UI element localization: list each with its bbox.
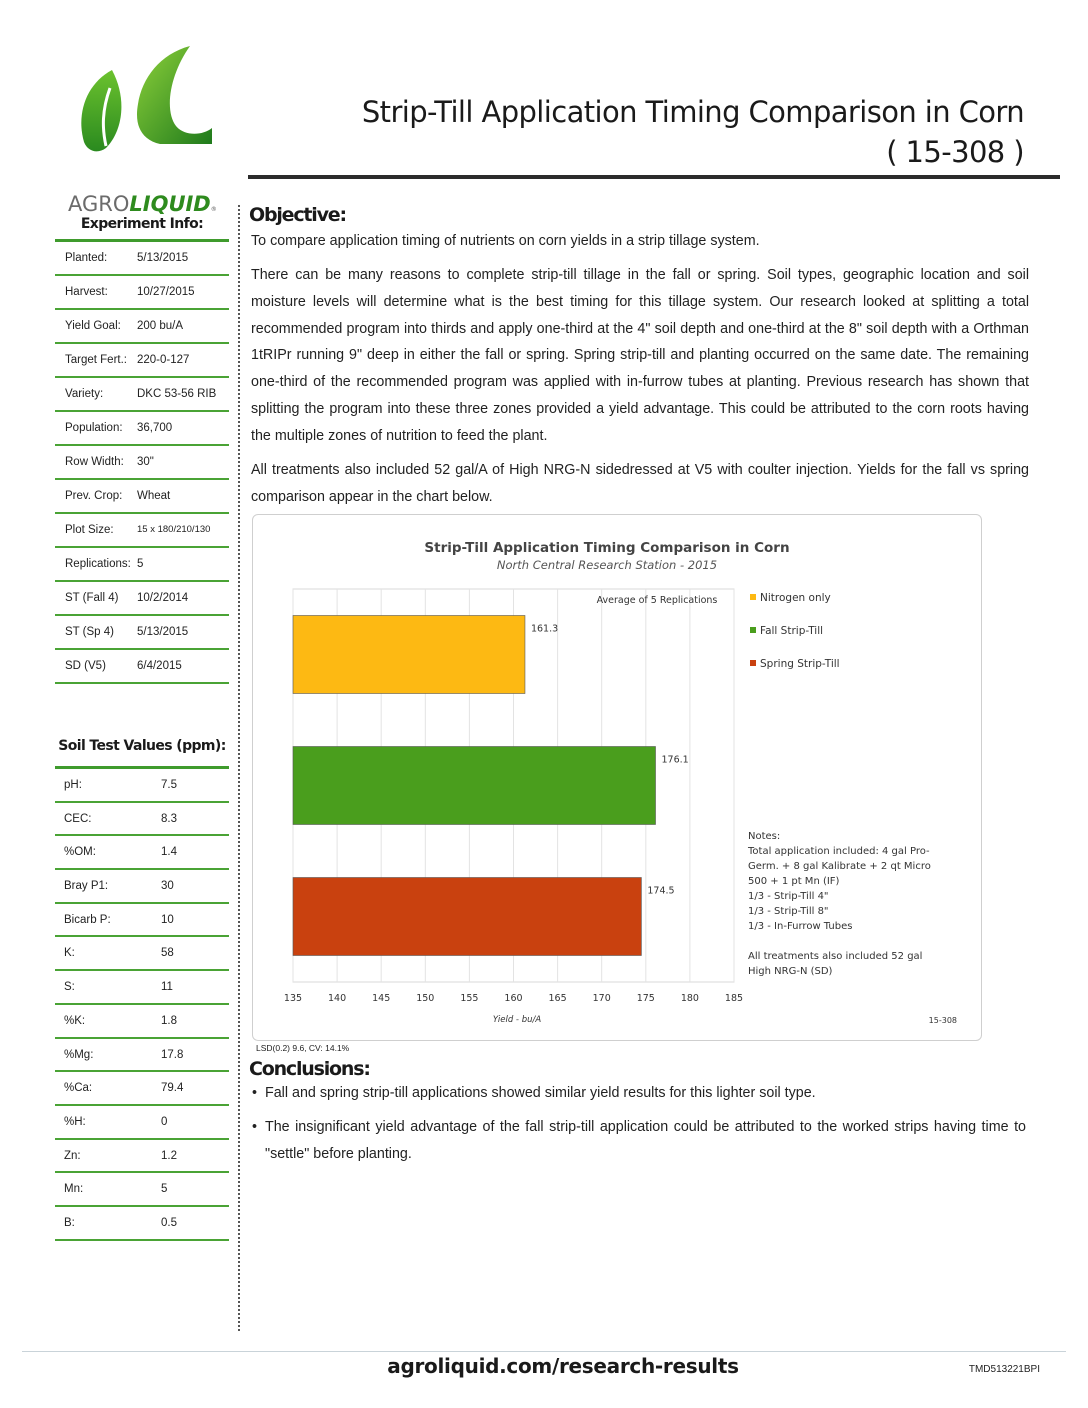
objective-paragraph-3: All treatments also included 52 gal/A of High NRG-N sidedressed at V5 with coulter injection. Yields for the fall vs spring comparison appear in the chart below. xyxy=(251,462,1029,505)
info-label: Planted: xyxy=(65,252,108,264)
info-row xyxy=(55,310,229,344)
info-value: 0.5 xyxy=(161,1216,177,1229)
info-label: ST (Fall 4) xyxy=(65,592,119,604)
chart-code: 15-308 xyxy=(928,1016,957,1025)
page-title xyxy=(284,92,1024,172)
bullet-icon: • xyxy=(252,1085,258,1101)
info-row xyxy=(55,1039,229,1073)
yield-chart xyxy=(252,514,982,1041)
info-row xyxy=(55,803,229,837)
legend-swatch xyxy=(750,594,756,600)
info-value: 10/2/2014 xyxy=(137,592,189,604)
info-value: DKC 53-56 RIB xyxy=(137,388,217,400)
conclusion-item-1 xyxy=(252,1080,1026,1107)
info-value: Wheat xyxy=(137,490,171,502)
footer-doc-code: TMD513221BPI xyxy=(968,1364,1040,1375)
conclusion-item-2 xyxy=(252,1114,1026,1168)
chart-bar-label: 176.1 xyxy=(661,754,689,766)
chart-bar xyxy=(293,616,525,694)
objective-paragraph-1: To compare application timing of nutrients on corn yields in a strip tillage system. xyxy=(251,233,760,249)
info-label: Bray P1: xyxy=(64,880,109,893)
info-value: 5/13/2015 xyxy=(137,252,189,264)
legend-swatch xyxy=(750,660,756,666)
info-value: 17.8 xyxy=(161,1048,184,1061)
info-label: SD (V5) xyxy=(65,660,106,672)
info-row xyxy=(55,242,229,276)
info-value: 7.5 xyxy=(161,779,177,791)
info-label: Harvest: xyxy=(65,286,108,298)
bullet-icon: • xyxy=(252,1119,258,1135)
info-value: 8.3 xyxy=(161,812,177,825)
info-value: 15 x 180/210/130 xyxy=(137,524,211,535)
chart-note-line: Notes: xyxy=(748,831,781,842)
soil-test-panel xyxy=(55,726,229,1241)
info-value: 5 xyxy=(161,1183,168,1196)
info-label: Population: xyxy=(65,422,123,434)
info-row xyxy=(55,480,229,514)
info-label: %Mg: xyxy=(64,1048,94,1061)
info-row xyxy=(55,344,229,378)
column-divider xyxy=(238,205,240,1331)
info-label: Row Width: xyxy=(65,456,124,468)
info-label: Replications: xyxy=(65,558,131,570)
info-label: K: xyxy=(64,947,75,960)
chart-note-line: 1/3 - In-Furrow Tubes xyxy=(748,921,853,932)
chart-note-line: 1/3 - Strip-Till 4" xyxy=(748,891,829,902)
info-value: 30 xyxy=(161,880,174,893)
info-row xyxy=(55,1005,229,1039)
info-row xyxy=(55,904,229,938)
info-row xyxy=(55,937,229,971)
agroliquid-logo xyxy=(62,44,222,216)
info-row xyxy=(55,870,229,904)
info-row xyxy=(55,412,229,446)
chart-note-line: 500 + 1 pt Mn (IF) xyxy=(748,876,840,887)
info-label: %OM: xyxy=(64,846,96,859)
info-value: 10/27/2015 xyxy=(137,286,195,298)
chart-x-tick-label: 140 xyxy=(328,993,347,1004)
info-label: Mn: xyxy=(64,1183,84,1196)
info-label: pH: xyxy=(64,779,82,791)
info-value: 5/13/2015 xyxy=(137,626,189,638)
info-row xyxy=(55,836,229,870)
info-label: Bicarb P: xyxy=(64,913,111,926)
chart-x-tick-label: 165 xyxy=(548,993,567,1004)
info-value: 30" xyxy=(137,456,154,468)
brand-mark: ® xyxy=(210,206,217,213)
info-value: 58 xyxy=(161,947,174,960)
info-value: 6/4/2015 xyxy=(137,660,182,672)
info-value: 1.8 xyxy=(161,1014,177,1027)
info-label: %K: xyxy=(64,1014,86,1027)
chart-x-tick-label: 180 xyxy=(680,993,699,1004)
legend-swatch xyxy=(750,627,756,633)
info-row xyxy=(55,650,229,684)
info-row xyxy=(55,971,229,1005)
chart-x-tick-label: 175 xyxy=(636,993,655,1004)
chart-title: Strip-Till Application Timing Comparison in Corn xyxy=(424,540,790,556)
info-label: Plot Size: xyxy=(65,524,114,536)
yield-chart-svg xyxy=(253,515,983,1042)
chart-note-line: Germ. + 8 gal Kalibrate + 2 qt Micro xyxy=(748,861,931,872)
objective-paragraph-2: There can be many reasons to complete strip-till tillage in the fall or spring. Soil types, geographic location and soil moisture levels will determine what is the best timing for this tillage system. Our research looked at splitting a total recommended program into thirds and apply one-third at the 4" soil depth and one-third at the 8" soil depth with a Orthman 1tRIPr running 9" deep in either the fall or spring. Spring strip-till and planting occurred on the same date. The remaining one-third of the recommended program was applied with in-furrow tubes at planting. Previous research has shown that splitting the program into these three zones provided a yield advantage. This could be attributed to the corn roots having the multiple zones of nutrition to feed the plant. xyxy=(251,267,1029,444)
info-row xyxy=(55,769,229,803)
info-row xyxy=(55,1140,229,1174)
info-label: %H: xyxy=(64,1115,86,1128)
info-label: B: xyxy=(64,1216,75,1229)
chart-x-axis-label: Yield - bu/A xyxy=(492,1015,542,1025)
chart-bar xyxy=(293,878,641,956)
chart-bar-label: 174.5 xyxy=(647,885,675,897)
objective-heading: Objective: xyxy=(249,204,346,226)
info-value: 36,700 xyxy=(137,422,173,434)
chart-note-line: 1/3 - Strip-Till 8" xyxy=(748,906,829,917)
legend-entry: Nitrogen only xyxy=(760,592,831,604)
conclusion-text: The insignificant yield advantage of the fall strip-till application could be attributed to the worked strips having time to "settle" before planting. xyxy=(265,1119,1026,1162)
info-row xyxy=(55,514,229,548)
info-label: Yield Goal: xyxy=(65,320,121,332)
info-value: 1.2 xyxy=(161,1149,177,1162)
legend-entry: Spring Strip-Till xyxy=(760,658,840,670)
chart-annotation: Average of 5 Replications xyxy=(596,595,718,606)
info-row xyxy=(55,548,229,582)
info-row xyxy=(55,582,229,616)
info-row xyxy=(55,1207,229,1241)
chart-x-tick-label: 185 xyxy=(724,993,744,1004)
brand-liquid: LIQUID xyxy=(129,192,211,216)
info-row xyxy=(55,1106,229,1140)
info-value: 11 xyxy=(161,981,173,994)
info-row xyxy=(55,1072,229,1106)
title-line-1: Strip-Till Application Timing Comparison in Corn xyxy=(361,95,1024,129)
footer-rule xyxy=(22,1351,1066,1352)
chart-note-line: Total application included: 4 gal Pro- xyxy=(748,846,930,857)
chart-x-tick-label: 135 xyxy=(283,993,303,1004)
lsd-note: LSD(0.2) 9.6, CV: 14.1% xyxy=(256,1043,350,1053)
info-value: 200 bu/A xyxy=(137,320,184,332)
info-row xyxy=(55,446,229,480)
info-value: 0 xyxy=(161,1115,168,1128)
soil-test-heading: Soil Test Values (ppm): xyxy=(55,726,229,769)
title-rule xyxy=(248,175,1060,179)
chart-x-tick-label: 170 xyxy=(592,993,611,1004)
title-line-2: ( 15-308 ) xyxy=(886,135,1024,169)
brand-agro: AGRO xyxy=(68,192,130,216)
leaf-logo-icon xyxy=(72,44,222,170)
info-label: ST (Sp 4) xyxy=(65,626,114,638)
info-value: 79.4 xyxy=(161,1082,184,1095)
conclusions-heading: Conclusions: xyxy=(249,1058,370,1080)
info-value: 5 xyxy=(137,558,144,570)
info-label: CEC: xyxy=(64,812,92,825)
conclusion-text: Fall and spring strip-till applications showed similar yield results for this lighter soil type. xyxy=(265,1085,816,1101)
chart-note-line: High NRG-N (SD) xyxy=(748,966,833,977)
info-label: S: xyxy=(64,981,75,994)
info-label: Prev. Crop: xyxy=(65,490,123,502)
chart-x-tick-label: 150 xyxy=(416,993,435,1004)
info-label: %Ca: xyxy=(64,1082,93,1095)
chart-note-line: All treatments also included 52 gal xyxy=(748,951,923,962)
chart-bar-label: 161.3 xyxy=(530,623,559,635)
chart-x-tick-label: 160 xyxy=(504,993,523,1004)
chart-bar xyxy=(293,747,656,825)
info-row xyxy=(55,1173,229,1207)
footer-url-link[interactable]: agroliquid.com/research-results xyxy=(387,1354,739,1378)
info-row xyxy=(55,616,229,650)
info-label: Variety: xyxy=(65,388,104,400)
experiment-info-heading: Experiment Info: xyxy=(55,206,229,242)
chart-subtitle: North Central Research Station - 2015 xyxy=(496,558,718,572)
info-value: 220-0-127 xyxy=(137,354,190,366)
chart-x-tick-label: 145 xyxy=(372,993,391,1004)
legend-entry: Fall Strip-Till xyxy=(760,625,824,637)
info-row xyxy=(55,276,229,310)
info-label: Target Fert.: xyxy=(65,354,127,366)
info-row xyxy=(55,378,229,412)
info-value: 1.4 xyxy=(161,846,177,859)
experiment-info-panel xyxy=(55,206,229,684)
info-label: Zn: xyxy=(64,1149,81,1162)
info-value: 10 xyxy=(161,913,174,926)
chart-x-tick-label: 155 xyxy=(460,993,479,1004)
